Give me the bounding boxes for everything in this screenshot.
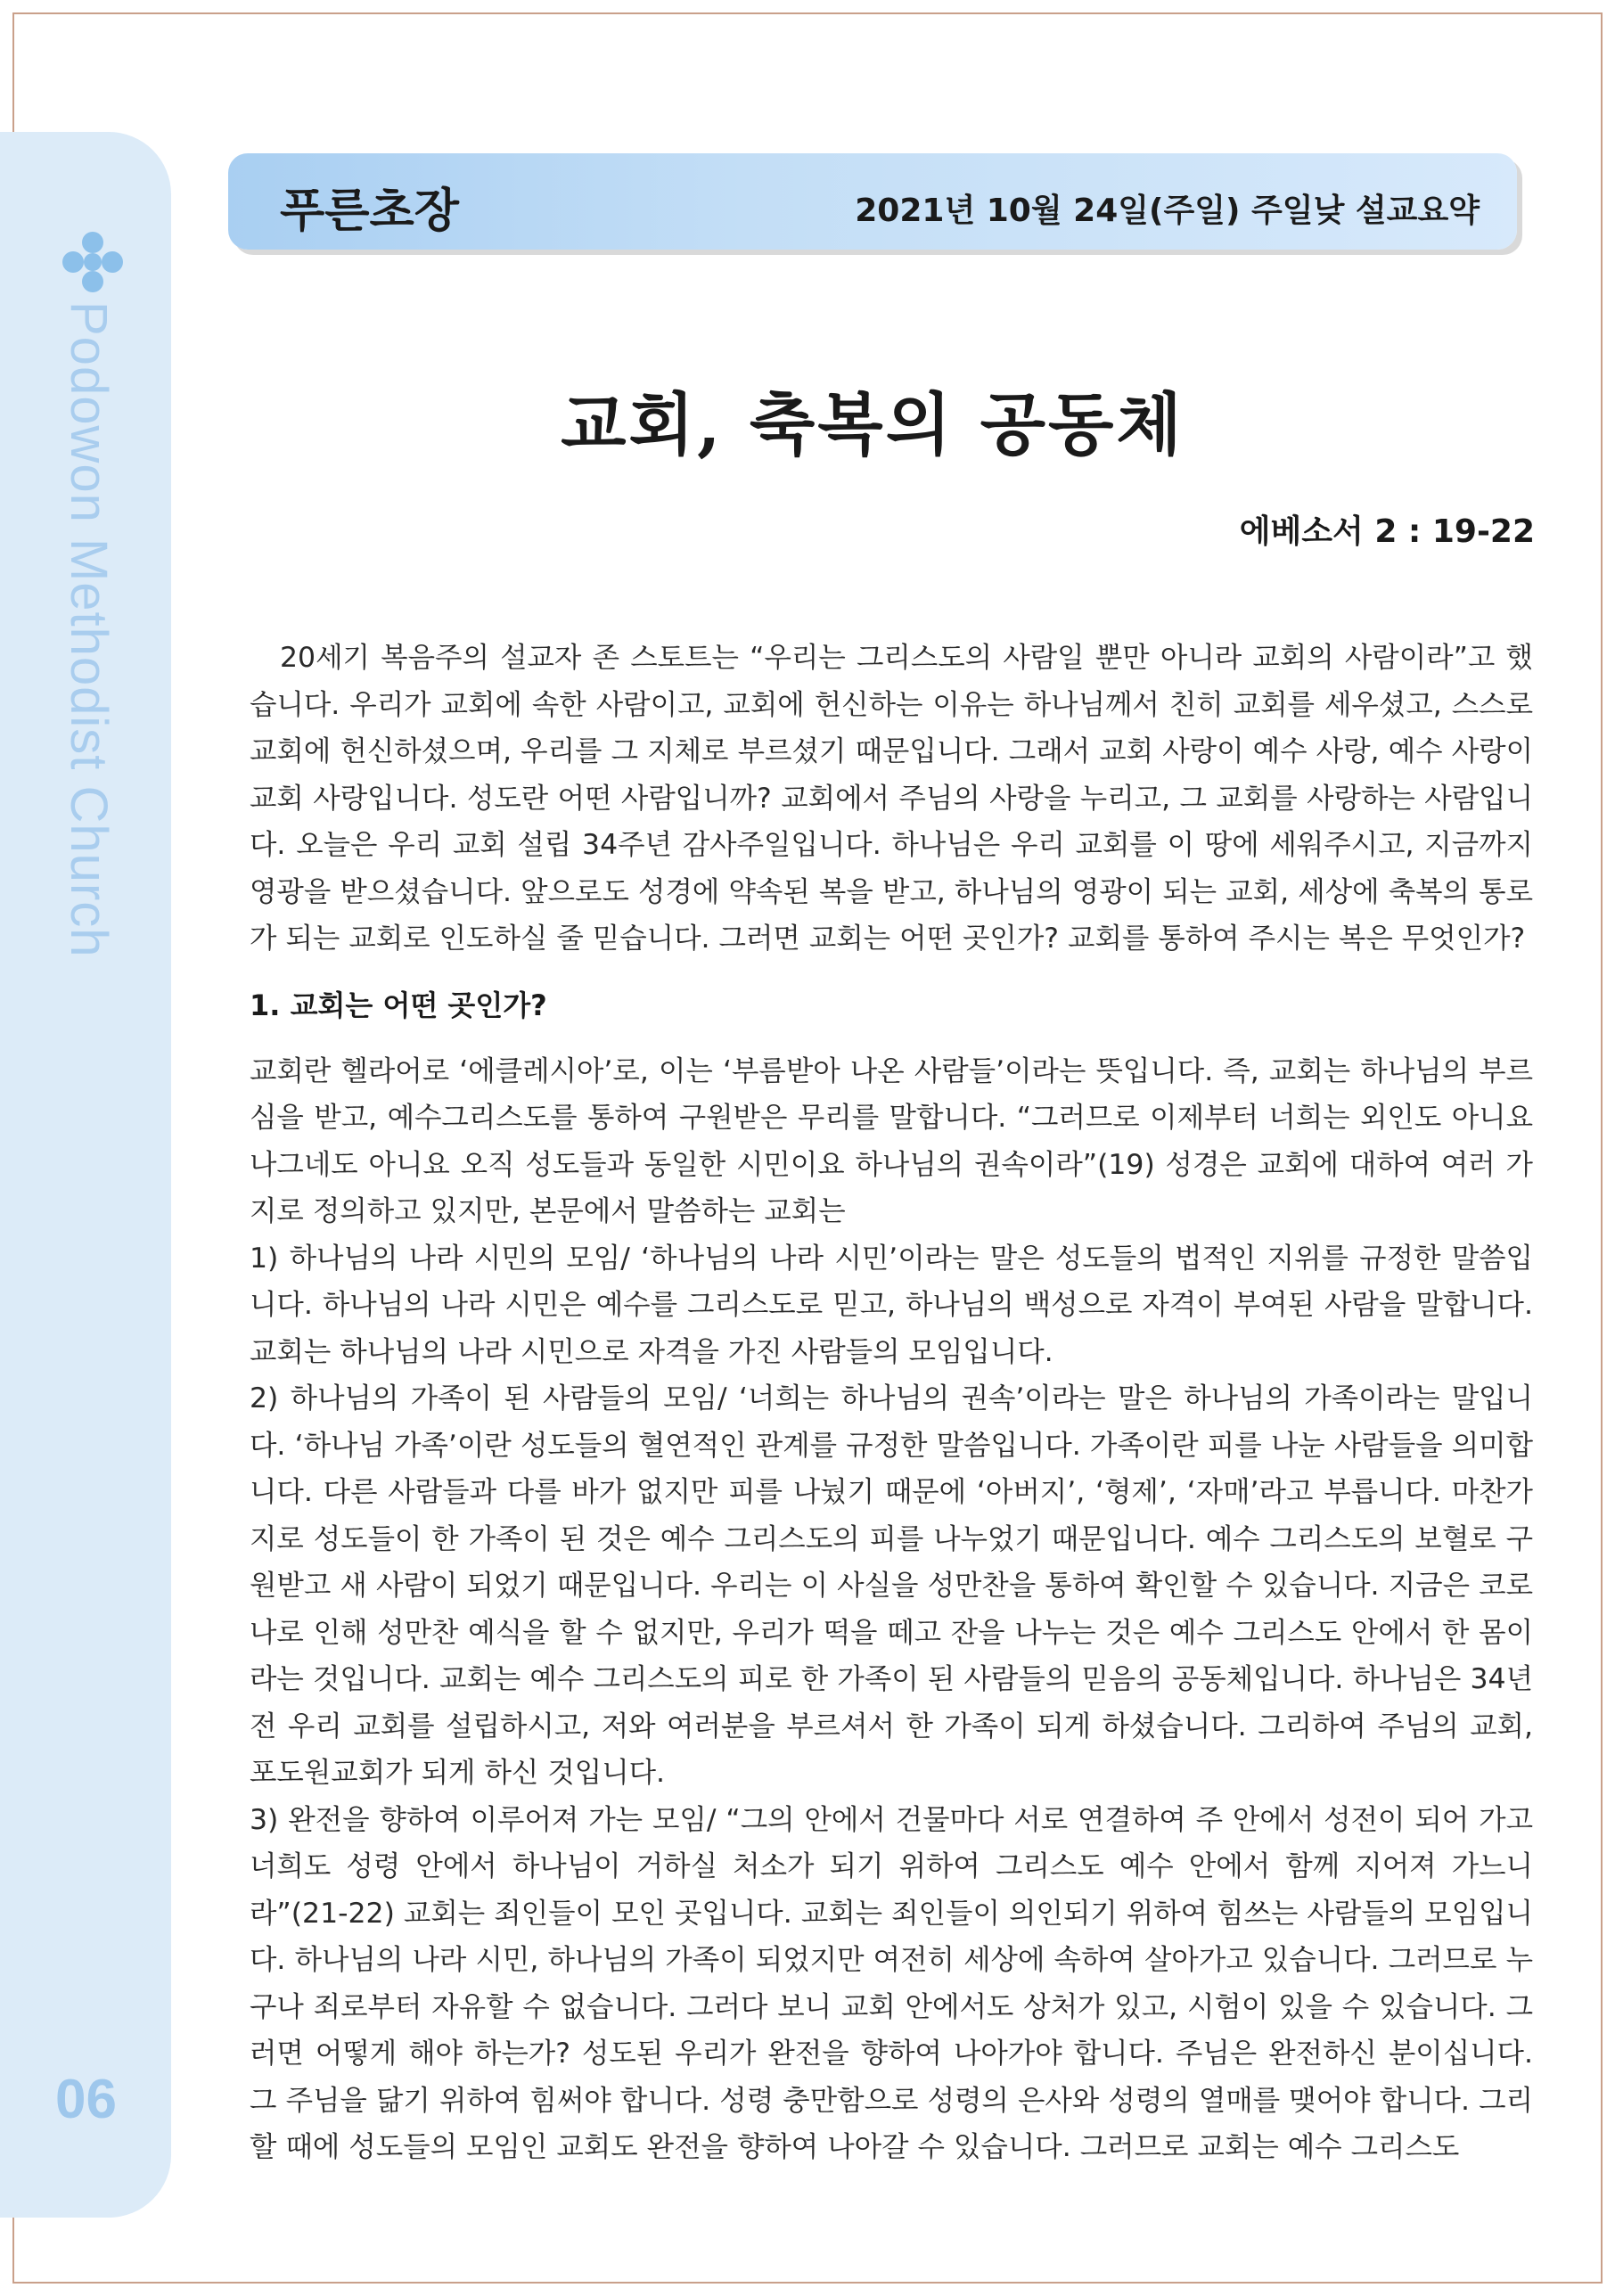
- paragraph: 2) 하나님의 가족이 된 사람들의 모임/ ‘너희는 하나님의 권속’이라는 말은 하나님의 가족이라는 말입니다. ‘하나님 가족’이란 성도들의 혈연적인 관계를 규정한 말씀입니다. 가족이란 피를 나눈 사람들을 의미합니다. 다른 사람들과 다를 바가 없지만 피를 나눴기 때문에 ‘아버지’, ‘형제’, ‘자매’라고 부릅니다. 마찬가지로 성도들이 한 가족이 된 것은 예수 그리스도의 피를 나누었기 때문입니다. 예수 그리스도의 보혈로 구원받고 새 사람이 되었기 때문입니다. 우리는 이 사실을 성만찬을 통하여 확인할 수 있습니다. 지금은 코로나로 인해 성만찬 예식을 할 수 없지만, 우리가 떡을 떼고 잔을 나누는 것은 예수 그리스도 안에서 한 몸이라는 것입니다. 교회는 예수 그리스도의 피로 한 가족이 된 사람들의 믿음의 공동체입니다. 하나님은 34년전 우리 교회를 설립하시고, 저와 여러분을 부르셔서 한 가족이 되게 하셨습니다. 그리하여 주님의 교회, 포도원교회가 되게 하신 것입니다.: [250, 1382, 1533, 1789]
- intro-paragraph: 20세기 복음주의 설교자 존 스토트는 “우리는 그리스도의 사람일 뿐만 아니라 교회의 사람이라”고 했습니다. 우리가 교회에 속한 사람이고, 교회에 헌신하는 이유는 하나님께서 친히 교회를 세우셨고, 스스로 교회에 헌신하셨으며, 우리를 그 지체로 부르셨기 때문입니다. 그래서 교회 사랑이 예수 사랑, 예수 사랑이 교회 사랑입니다. 성도란 어떤 사람입니까? 교회에서 주님의 사랑을 누리고, 그 교회를 사랑하는 사람입니다. 오늘은 우리 교회 설립 34주년 감사주일입니다. 하나님은 우리 교회를 이 땅에 세워주시고, 지금까지 영광을 받으셨습니다. 앞으로도 성경에 약속된 복을 받고, 하나님의 영광이 되는 교회, 세상에 축복의 통로가 되는 교회로 인도하실 줄 믿습니다. 그러면 교회는 어떤 곳인가? 교회를 통하여 주시는 복은 무엇인가?: [250, 642, 1534, 955]
- paragraph: 3) 완전을 향하여 이루어져 가는 모임/ “그의 안에서 건물마다 서로 연결하여 주 안에서 성전이 되어 가고 너희도 성령 안에서 하나님이 거하실 처소가 되기 위하여 그리스도 예수 안에서 함께 지어져 가느니라”(21-22) 교회는 죄인들이 모인 곳입니다. 교회는 죄인들이 의인되기 위하여 힘쓰는 사람들의 모임입니다. 하나님의 나라 시민, 하나님의 가족이 되었지만 여전히 세상에 속하여 살아가고 있습니다. 그러므로 누구나 죄로부터 자유할 수 없습니다. 그러다 보니 교회 안에서도 상처가 있고, 시험이 있을 수 있습니다. 그러면 어떻게 해야 하는가? 성도된 우리가 완전을 향하여 나아가야 합니다. 주님은 완전하신 분이십니다. 그 주님을 닮기 위하여 힘써야 합니다. 성령 충만함으로 성령의 은사와 성령의 열매를 맺어야 합니다. 그리할 때에 성도들의 모임인 교회도 완전을 향하여 나아갈 수 있습니다. 그러므로 교회는 예수 그리스도: [250, 1803, 1533, 2163]
- paragraph: 교회란 헬라어로 ‘에클레시아’로, 이는 ‘부름받아 나온 사람들’이라는 뜻입니다. 즉, 교회는 하나님의 부르심을 받고, 예수그리스도를 통하여 구원받은 무리를 말합니다. “그러므로 이제부터 너희는 외인도 아니요 나그네도 아니요 오직 성도들과 동일한 시민이요 하나님의 권속이라”(19) 성경은 교회에 대하여 여러 가지로 정의하고 있지만, 본문에서 말씀하는 교회는: [250, 1054, 1533, 1227]
- section-title: 푸른초장: [280, 184, 459, 238]
- sermon-title: 교회, 축복의 공동체: [561, 385, 1185, 464]
- header-bar: [228, 153, 1517, 250]
- paragraph: 1) 하나님의 나라 시민의 모임/ ‘하나님의 나라 시민’이라는 말은 성도들의 법적인 지위를 규정한 말씀입니다. 하나님의 나라 시민은 예수를 그리스도로 믿고, 하나님의 백성으로 자격이 부여된 사람을 말합니다. 교회는 하나님의 나라 시민으로 자격을 가진 사람들의 모임입니다.: [250, 1242, 1533, 1368]
- sidebar: [0, 132, 171, 2218]
- page-number: 06: [55, 2069, 117, 2130]
- scripture-reference: 에베소서 2 : 19-22: [1239, 513, 1535, 550]
- sermon-body: [250, 635, 1533, 2171]
- clover-cross-icon: [61, 230, 125, 294]
- sermon-date: 2021년 10월 24일(주일) 주일낮 설교요약: [855, 193, 1480, 229]
- section-heading: 1. 교회는 어떤 곳인가?: [250, 988, 547, 1022]
- church-name-vertical: Podowon Methodist Church: [60, 301, 118, 958]
